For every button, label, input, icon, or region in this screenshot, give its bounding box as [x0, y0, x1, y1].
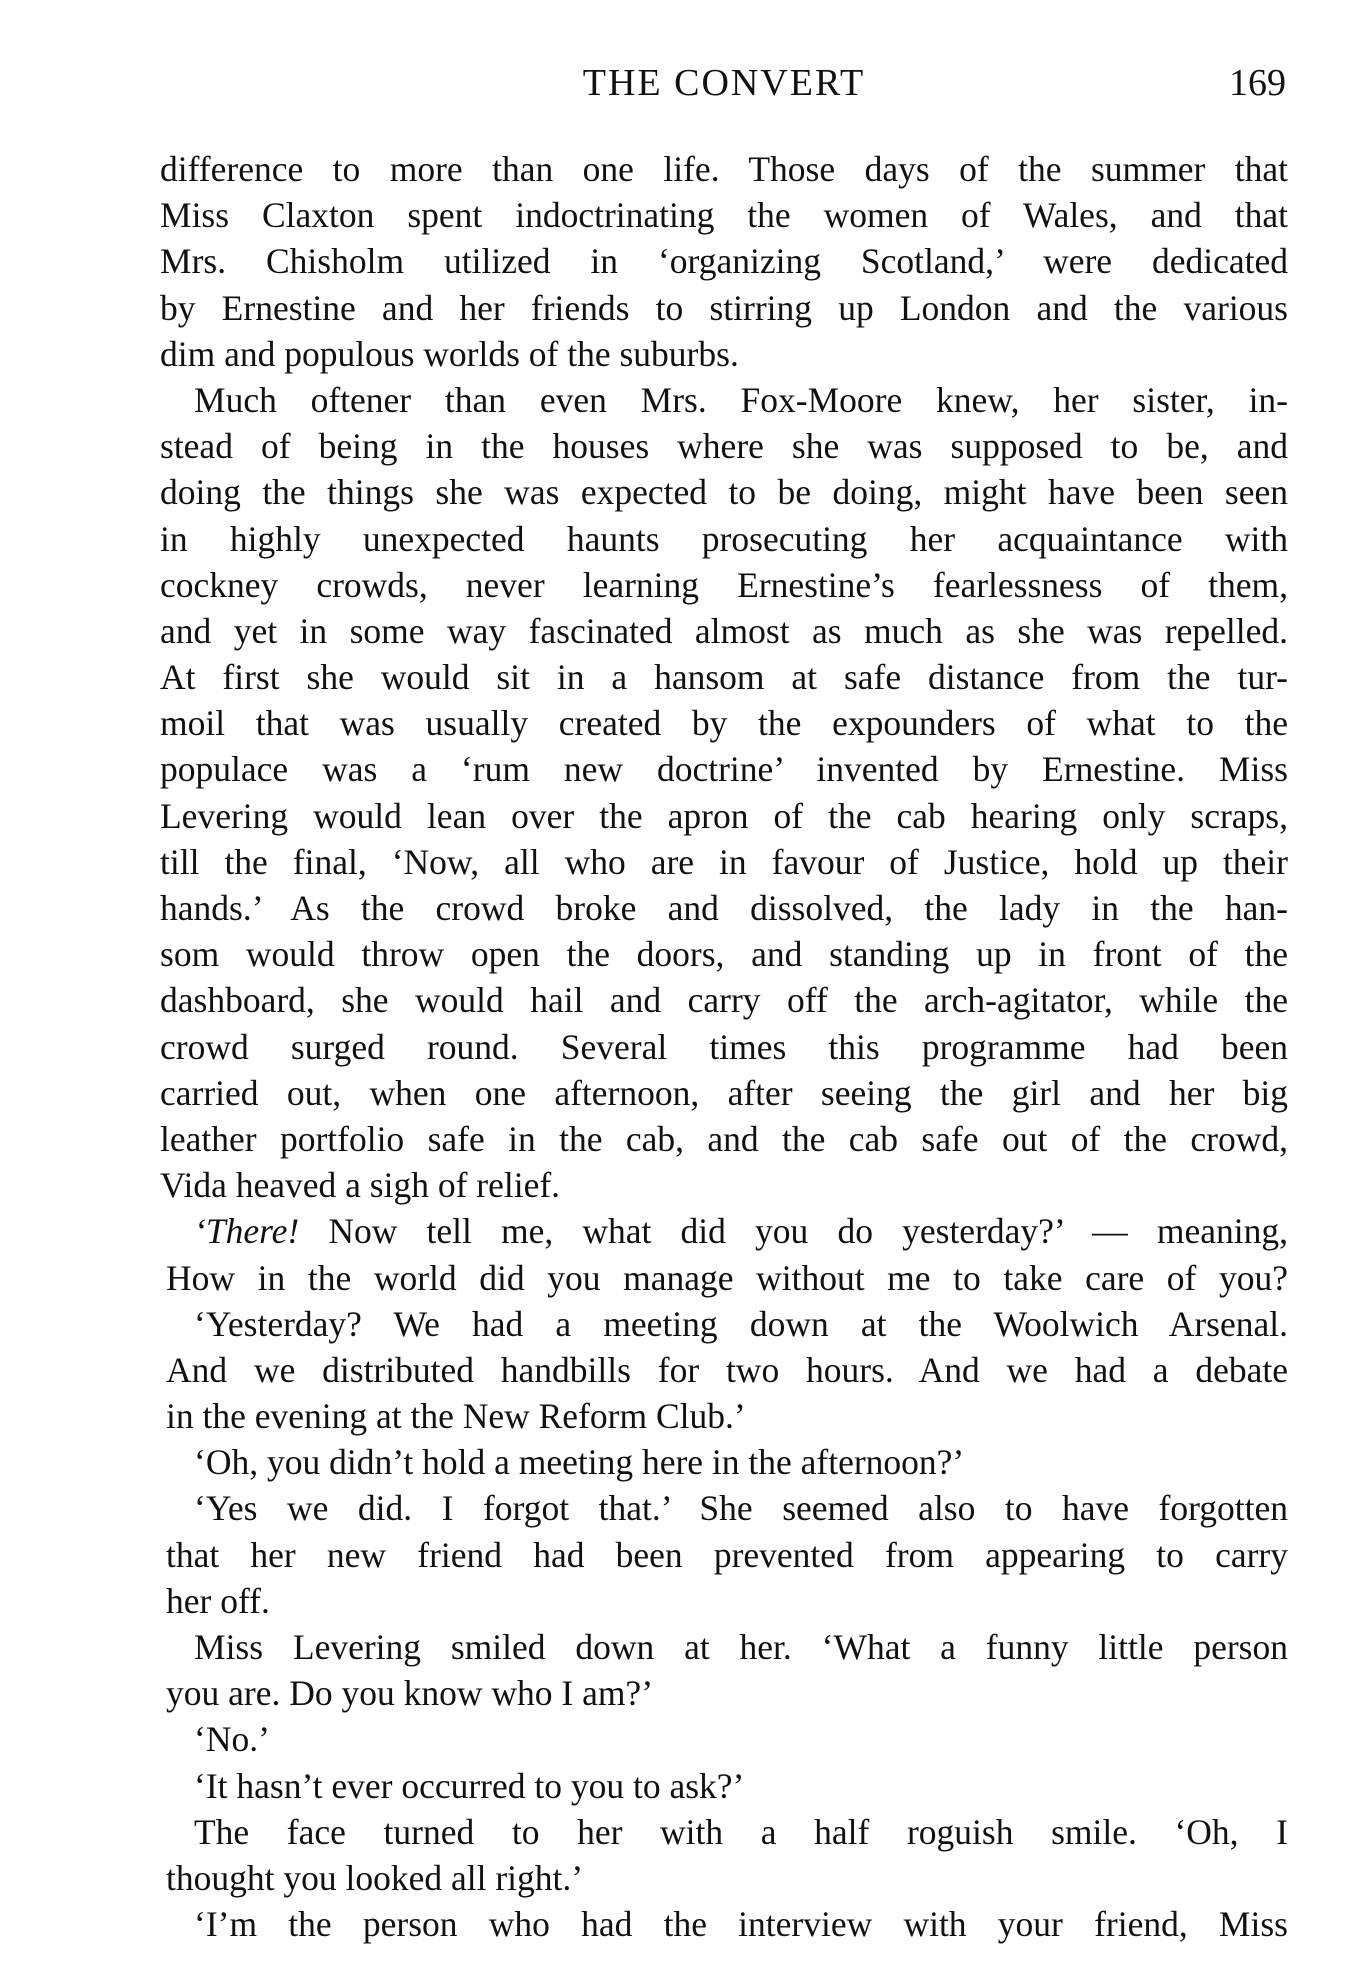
text-line: populace was a ‘rum new doctrine’ invented by Ernestine. Miss — [160, 749, 1288, 790]
text-line: stead of being in the houses where she was supposed to be, and — [160, 426, 1288, 467]
text-line: The face turned to her with a half roguish smile. ‘Oh, I — [194, 1811, 1288, 1852]
text-line: moil that was usually created by the expounders of what to the — [160, 703, 1288, 744]
text-line: in highly unexpected haunts prosecuting her acquaintance with — [160, 518, 1288, 559]
text-line: doing the things she was expected to be doing, might have been seen — [160, 472, 1288, 513]
text-line: ‘I’m the person who had the interview with your friend, Miss — [194, 1904, 1288, 1945]
running-title: THE CONVERT — [582, 62, 866, 104]
text-line: and yet in some way fascinated almost as much as she was repelled. — [160, 610, 1288, 651]
text-line: Levering would lean over the apron of the cab hearing only scraps, — [160, 795, 1288, 836]
text-line: ‘Yes we did. I forgot that.’ She seemed also to have forgotten — [194, 1488, 1288, 1529]
text-line: dim and populous worlds of the suburbs. — [160, 333, 739, 374]
text-line: ‘Yesterday? We had a meeting down at the Woolwich Arsenal. — [194, 1303, 1288, 1344]
text-line-rest: Now tell me, what did you do yesterday?’ — meaning, — [328, 1211, 1289, 1252]
text-line: hands.’ As the crowd broke and dissolved, the lady in the han- — [160, 888, 1288, 928]
running-head — [160, 58, 1288, 108]
text-line: that her new friend had been prevented from appearing to carry — [166, 1534, 1288, 1575]
text-line: you are. Do you know who I am?’ — [166, 1673, 654, 1714]
text-line: till the final, ‘Now, all who are in favour of Justice, hold up their — [160, 841, 1288, 882]
text-line: Vida heaved a sigh of relief. — [160, 1165, 561, 1206]
text-line: leather portfolio safe in the cab, and the cab safe out of the crowd, — [160, 1118, 1288, 1159]
text-line: som would throw open the doors, and standing up in front of the — [160, 934, 1288, 975]
text-line: ‘Oh, you didn’t hold a meeting here in the afternoon?’ — [194, 1442, 965, 1483]
text-line: in the evening at the New Reform Club.’ — [166, 1396, 746, 1437]
italic-exclamation: ‘There! — [194, 1211, 300, 1252]
text-line: by Ernestine and her friends to stirring up London and the various — [160, 287, 1288, 328]
text-line: dashboard, she would hail and carry off the arch-agitator, while the — [160, 980, 1288, 1021]
text-line: her off. — [166, 1580, 270, 1621]
text-line: Much oftener than even Mrs. Fox-Moore knew, her sister, in- — [194, 379, 1288, 420]
text-line: crowd surged round. Several times this programme had been — [160, 1026, 1288, 1067]
text-line: difference to more than one life. Those days of the summer that — [160, 149, 1288, 189]
text-line: Miss Levering smiled down at her. ‘What a funny little person — [194, 1627, 1288, 1667]
text-line: ‘No.’ — [194, 1719, 270, 1760]
text-line: thought you looked all right.’ — [166, 1857, 584, 1898]
page-number: 169 — [1229, 62, 1286, 104]
text-line: And we distributed handbills for two hours. And we had a debate — [166, 1349, 1288, 1390]
text-line: Miss Claxton spent indoctrinating the women of Wales, and that — [160, 195, 1288, 236]
text-line: ‘It hasn’t ever occurred to you to ask?’ — [194, 1765, 745, 1806]
text-line: At first she would sit in a hansom at safe distance from the tur- — [160, 657, 1288, 698]
text-line: cockney crowds, never learning Ernestine’s fearlessness of them, — [160, 564, 1288, 605]
text-line: carried out, when one afternoon, after seeing the girl and her big — [160, 1072, 1288, 1113]
body-text — [160, 146, 1288, 1947]
text-line: Mrs. Chisholm utilized in ‘organizing Scotland,’ were dedicated — [160, 241, 1288, 282]
text-line: How in the world did you manage without me to take care of you? — [166, 1257, 1288, 1298]
text-line-italic-lead — [160, 1208, 1288, 1254]
